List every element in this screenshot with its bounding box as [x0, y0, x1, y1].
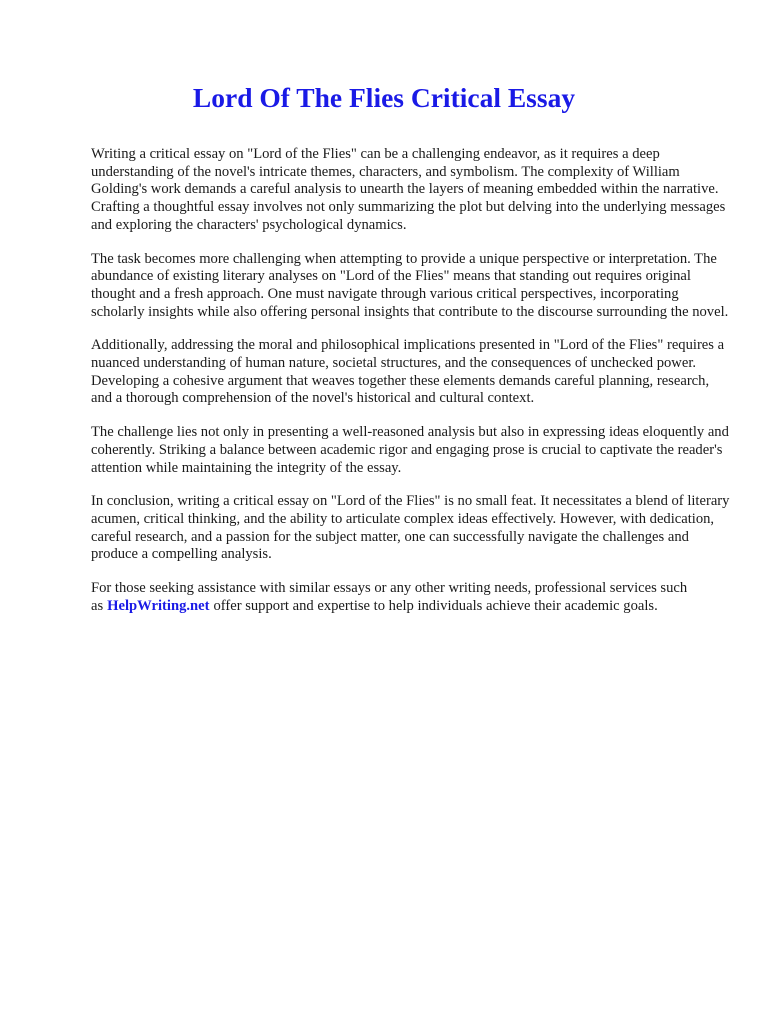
paragraph-6-text-after-link: offer support and expertise to help individuals achieve their academic goals. [213, 597, 658, 614]
essay-body [91, 146, 731, 631]
paragraph-6 [91, 580, 731, 615]
helpwriting-link[interactable]: HelpWriting.net [107, 597, 210, 614]
paragraph-6-text-before-link: For those seeking assistance with similar essays or any other writing needs, professional services such as [91, 580, 688, 614]
paragraph-3: Additionally, addressing the moral and philosophical implications presented in "Lord of the Flies" requires a nuanced understanding of human nature, societal structures, and the consequences of unchecked power. Developing a cohesive argument that weaves together these elements demands careful planning, research, and a thorough comprehension of the novel's historical and cultural context. [91, 337, 725, 407]
paragraph-5: In conclusion, writing a critical essay on "Lord of the Flies" is no small feat. It necessitates a blend of literary acumen, critical thinking, and the ability to articulate complex ideas effectively. However, with dedication, careful research, and a passion for the subject matter, one can successfully navigate the challenges and produce a compelling analysis. [91, 493, 730, 563]
page-title: Lord Of The Flies Critical Essay [192, 82, 576, 113]
paragraph-2: The task becomes more challenging when attempting to provide a unique perspective or interpretation. The abundance of existing literary analyses on "Lord of the Flies" means that standing out requires original thought and a fresh approach. One must navigate through various critical perspectives, incorporating scholarly insights while also offering personal insights that contribute to the discourse surrounding the novel. [91, 250, 729, 320]
paragraph-1: Writing a critical essay on "Lord of the Flies" can be a challenging endeavor, as it requires a deep understanding of the novel's intricate themes, characters, and symbolism. The complexity of William Golding's work demands a careful analysis to unearth the layers of meaning embedded within the narrative. Crafting a thoughtful essay involves not only summarizing the plot but delving into the underlying messages and exploring the characters' psychological dynamics. [91, 146, 726, 233]
paragraph-4: The challenge lies not only in presenting a well-reasoned analysis but also in expressing ideas eloquently and coherently. Striking a balance between academic rigor and engaging prose is crucial to captivate the reader's attention while maintaining the integrity of the essay. [91, 424, 729, 476]
